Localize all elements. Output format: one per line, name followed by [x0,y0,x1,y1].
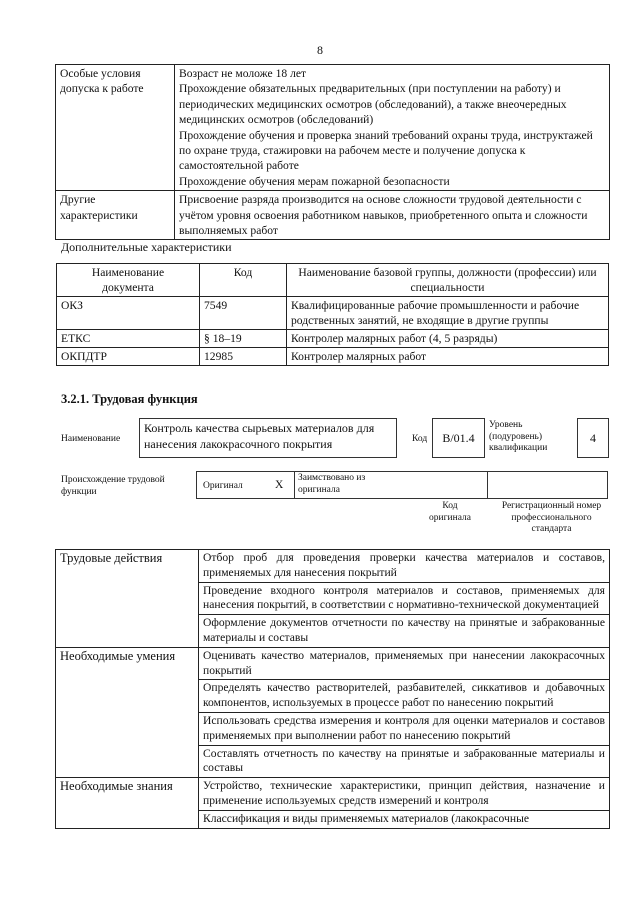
table-row [57,348,609,366]
column-header: Наименование базовой группы, должности (профессии) или специальности [287,264,609,297]
section-item: Оформление документов отчетности по качеству на принятые и забракованные материалы и составы [199,615,610,648]
level-label: Уровень (подуровень) квалификации [489,420,548,453]
level-box [577,418,609,458]
section-item: Составлять отчетность по качеству на принятые и забракованные материалы и составы [199,745,610,778]
code-label: Код [412,434,428,444]
table-cell: § 18–19 [200,330,287,348]
section-item: Определять качество растворителей, разбавителей, сиккативов и добавочных компонентов, используемых в процессе работ по нанесению покрытий [199,680,610,713]
condition-line: Прохождение обязательных предварительных (при поступлении на работу) и периодических медицинских осмотров (обследований), а также внеочередных медицинских осмотров (обследований) [179,82,567,127]
section-label: Необходимые знания [56,778,199,828]
labor-table [55,549,610,829]
table-cell: ЕТКС [57,330,200,348]
reg-number-label: Регистрационный номер профессионального стандарта [501,501,602,534]
table-cell: Контролер малярных работ [287,348,609,366]
table-row [57,297,609,330]
code-box [432,418,485,458]
function-heading: 3.2.1. Трудовая функция [61,392,198,406]
level-value: 4 [590,431,596,445]
origin-row [196,471,608,499]
condition-line: Возраст не моложе 18 лет [179,67,307,80]
section-item: Оценивать качество материалов, применяемых при нанесении лакокрасочных покрытий [199,647,610,680]
original-label: Оригинал [203,481,243,491]
table-row [56,65,610,191]
conditions-table [55,64,610,240]
page-number: 8 [317,43,323,57]
table-cell: Квалифицированные рабочие промышленности и рабочие родственных занятий, не входящие в другие группы [287,297,609,330]
table-row [56,191,610,240]
name-label: Наименование [61,434,121,444]
original-mark: X [275,479,284,491]
table-cell: 7549 [200,297,287,330]
table-header-row [57,264,609,297]
section-item: Проведение входного контроля материалов и составов, применяемых для нанесения покрытий, в соответствии с нормативно-технической документацией [199,582,610,615]
row-content [175,65,610,191]
table-row [57,330,609,348]
borrowed-label: Заимствовано из оригинала [298,473,366,495]
table-row [56,778,610,811]
table-cell: Контролер малярных работ (4, 5 разряды) [287,330,609,348]
table-row [56,550,610,583]
additional-heading: Дополнительные характеристики [61,240,232,254]
table-cell: ОКПДТР [57,348,200,366]
section-label: Необходимые умения [56,647,199,777]
condition-line: Прохождение обучения и проверка знаний требований охраны труда, инструктажей по охране труда, стажировки на рабочем месте и получение допуска к самостоятельной работе [179,128,593,173]
code-original-label: Код оригинала [429,501,471,523]
section-item: Устройство, технические характеристики, принцип действия, назначение и применение используемых средств измерений и контроля [199,778,610,811]
condition-line: Присвоение разряда производится на основе сложности трудовой деятельности с учётом уровня освоения работником навыков, приобретенного опыта и сложности выполняемых работ [179,193,588,238]
section-item: Классификация и виды применяемых материалов (лакокрасочные [199,810,610,828]
function-name-box [139,418,397,458]
column-header: Код [200,264,287,297]
additional-table [56,263,609,366]
condition-line: Прохождение обучения мерам пожарной безопасности [179,174,450,188]
table-cell: ОКЗ [57,297,200,330]
table-row [56,647,610,680]
row-label: Другие характеристики [56,191,175,240]
table-cell: 12985 [200,348,287,366]
origin-label: Происхождение трудовой функции [61,475,165,497]
code-value: B/01.4 [442,431,475,445]
row-content [175,191,610,240]
column-header: Наименование документа [57,264,200,297]
section-item: Отбор проб для проведения проверки качества материалов и составов, применяемых для нанесения покрытий [199,550,610,583]
function-name-value: Контроль качества сырьевых материалов для нанесения лакокрасочного покрытия [144,421,375,451]
row-label: Особые условия допуска к работе [56,65,175,191]
section-item: Использовать средства измерения и контроля для оценки материалов и составов применяемых при выполнении работ по нанесению покрытий [199,712,610,745]
section-label: Трудовые действия [56,550,199,648]
